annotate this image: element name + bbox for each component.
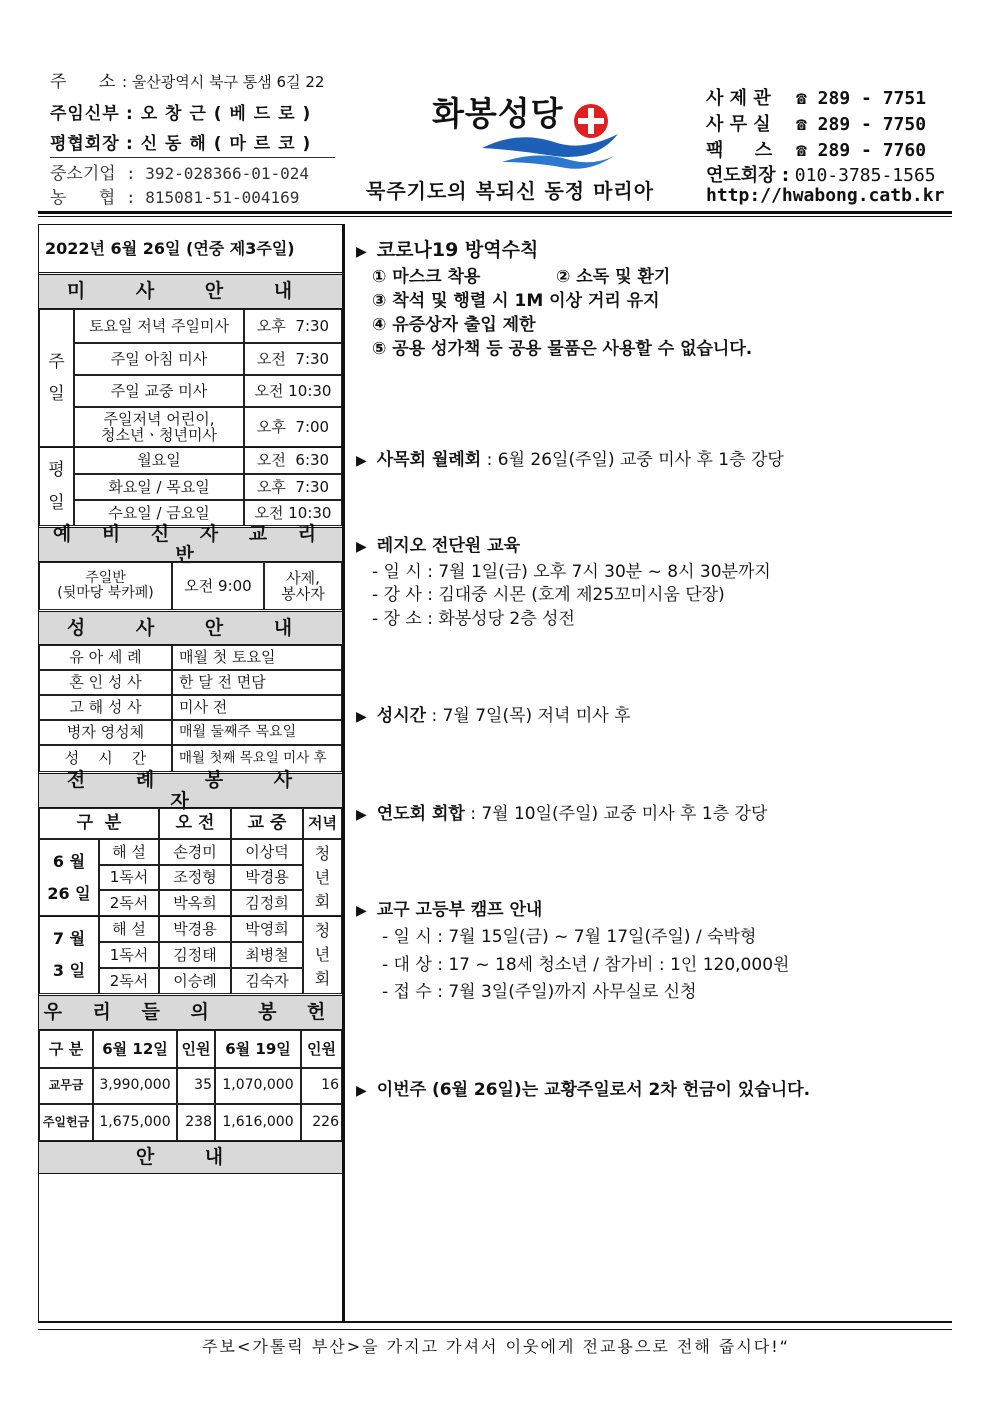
- mass-name: 토요일 저녁 주일미사: [74, 309, 244, 343]
- youth-contact-row: 연도회장 : 010-3785-1565: [706, 165, 936, 186]
- liturgy-role: 해 설: [99, 916, 159, 942]
- offering-amount: 1,675,000: [93, 1104, 177, 1141]
- liturgy-header: 오 전: [159, 808, 231, 839]
- covid-heading: ▶ 코로나19 방역수칙: [356, 239, 539, 261]
- sacrament-section-title: 성 사 안 내: [39, 611, 342, 645]
- catechumen-section-title: 예 비 신 자 교 리 반: [39, 527, 342, 562]
- sacrament-when: 매월 첫 토요일: [172, 645, 342, 670]
- catechumen-time: 오전 9:00: [172, 562, 264, 610]
- header-divider: [50, 157, 335, 158]
- offering-count: 238: [177, 1104, 215, 1141]
- offering-section-title: 우 리 들 의 봉 헌: [39, 995, 342, 1030]
- church-name: 화봉성당: [432, 94, 564, 133]
- covid-item: ① 마스크 착용: [372, 267, 481, 287]
- camp-item: - 일 시 : 7월 15일(금) ~ 7월 17일(주일) / 숙박형: [382, 927, 757, 947]
- triangle-bullet-icon: ▶: [356, 453, 367, 469]
- sacrament-when: 미사 전: [172, 695, 342, 720]
- sacrament-when: 매월 첫째 목요일 미사 후: [172, 745, 342, 772]
- holy-hour: ▶ 성시간 : 7월 7일(목) 저녁 미사 후: [356, 706, 631, 726]
- liturgy-section-title: 전 례 봉 사 자: [39, 773, 342, 808]
- liturgy-header: 교 중: [231, 808, 303, 839]
- sacrament-name: 병자 영성체: [39, 720, 172, 745]
- council-row: 평협회장 : 신 동 해 ( 마 르 코 ): [50, 134, 312, 154]
- pastor-row: 주임신부 : 오 창 근 ( 베 드 로 ): [50, 104, 312, 124]
- covid-item: ② 소독 및 환기: [556, 267, 671, 287]
- offering-name: 교무금: [39, 1068, 93, 1104]
- offering-count: 226: [301, 1104, 342, 1141]
- covid-item: ④ 유증상자 출입 제한: [372, 315, 536, 335]
- elders-meeting: ▶ 연도회 회합 : 7월 10일(주일) 교중 미사 후 1층 강당: [356, 804, 768, 824]
- date-line: 2022년 6월 26일 (연중 제3주일): [39, 225, 342, 273]
- pastoral-meeting: ▶ 사목회 월례회 : 6월 26일(주일) 교중 미사 후 1층 강당: [356, 450, 784, 470]
- mass-time: 오전 10:30: [244, 375, 342, 407]
- offering-amount: 1,616,000: [215, 1104, 301, 1141]
- triangle-bullet-icon: ▶: [356, 539, 367, 555]
- column-divider: [343, 224, 345, 1322]
- contact-row: 팩 스 ☎ 289 - 7760: [706, 140, 927, 161]
- triangle-bullet-icon: ▶: [356, 709, 367, 725]
- church-motto: 묵주기도의 복되신 동정 마리아: [366, 179, 655, 203]
- mass-time: 오전 7:30: [244, 343, 342, 375]
- weekday-label: 평 일: [39, 447, 74, 526]
- mass-section-title: 미 사 안 내: [39, 274, 342, 309]
- address-row: 주 소 : 울산광역시 북구 통샘 6길 22: [50, 72, 325, 92]
- liturgy-header: 구 분: [39, 808, 159, 839]
- contact-row: 사 제 관 ☎ 289 - 7751: [706, 88, 927, 109]
- liturgy-main: 이상덕: [231, 839, 303, 865]
- sunday-label: 주 일: [39, 309, 74, 447]
- notice-section-title: 안 내: [39, 1141, 342, 1174]
- offering-amount: 3,990,000: [93, 1068, 177, 1104]
- triangle-bullet-icon: ▶: [356, 1083, 367, 1099]
- footer-text: 주보<가톨릭 부산>을 가지고 가셔서 이웃에게 전교용으로 전해 줍시다!“: [202, 1337, 790, 1356]
- offering-header: 구 분: [39, 1030, 93, 1068]
- bank1-row: 중소기업 : 392-028366-01-024: [50, 164, 310, 184]
- pope-sunday-notice: ▶ 이번주 (6월 26일)는 교황주일로서 2차 헌금이 있습니다.: [356, 1080, 811, 1100]
- sacrament-name: 고 해 성 사: [39, 695, 172, 720]
- liturgy-am: 이승례: [159, 968, 231, 994]
- triangle-bullet-icon: ▶: [356, 903, 367, 919]
- liturgy-role: 2독서: [99, 968, 159, 994]
- sacrament-when: 매월 둘째주 목요일: [172, 720, 342, 745]
- liturgy-role: 해 설: [99, 839, 159, 865]
- mass-name: 주일저녁 어린이, 청소년ㆍ청년미사: [74, 407, 244, 447]
- mass-name: 주일 교중 미사: [74, 375, 244, 407]
- footer-rule-thin: [38, 1329, 952, 1330]
- legio-item: - 강 사 : 김대중 시몬 (호계 제25꼬미시움 단장): [372, 585, 725, 605]
- liturgy-role: 1독서: [99, 942, 159, 968]
- sacrament-when: 한 달 전 면담: [172, 670, 342, 695]
- sacrament-name: 성 시 간: [39, 745, 172, 772]
- offering-amount: 1,070,000: [215, 1068, 301, 1104]
- sacrament-name: 혼 인 성 사: [39, 670, 172, 695]
- mass-time: 오후 7:30: [244, 309, 342, 343]
- liturgy-evening: 청 년 회: [303, 839, 342, 916]
- mass-time: 오후 7:30: [244, 474, 342, 500]
- offering-header: 6월 19일: [215, 1030, 301, 1068]
- church-logo-icon: [478, 100, 623, 172]
- liturgy-am: 김정태: [159, 942, 231, 968]
- liturgy-main: 김정희: [231, 890, 303, 916]
- catechumen-teacher: 사제, 봉사자: [264, 562, 342, 610]
- footer-rule: [38, 1321, 952, 1323]
- contact-row: 사 무 실 ☎ 289 - 7750: [706, 114, 927, 135]
- mass-name: 수요일 / 금요일: [74, 500, 244, 526]
- bank2-row: 농 협 : 815081-51-004169: [50, 188, 300, 208]
- camp-item: - 접 수 : 7월 3일(주일)까지 사무실로 신청: [382, 982, 697, 1002]
- liturgy-main: 최병철: [231, 942, 303, 968]
- camp-heading: ▶ 교구 고등부 캠프 안내: [356, 900, 543, 920]
- mass-name: 화요일 / 목요일: [74, 474, 244, 500]
- legio-item: - 장 소 : 화봉성당 2층 성전: [372, 609, 575, 629]
- liturgy-am: 손경미: [159, 839, 231, 865]
- liturgy-main: 박영희: [231, 916, 303, 942]
- offering-header: 인원: [301, 1030, 342, 1068]
- header-rule-thin: [38, 216, 952, 217]
- liturgy-role: 1독서: [99, 865, 159, 890]
- triangle-bullet-icon: ▶: [356, 244, 367, 260]
- liturgy-main: 박경용: [231, 865, 303, 890]
- mass-name: 월요일: [74, 447, 244, 474]
- sacrament-name: 유 아 세 례: [39, 645, 172, 670]
- covid-item: ⑤ 공용 성가책 등 공용 물품은 사용할 수 없습니다.: [372, 339, 753, 359]
- legio-heading: ▶ 레지오 전단원 교육: [356, 536, 520, 556]
- liturgy-date: 6 월 26 일: [39, 839, 99, 916]
- offering-count: 35: [177, 1068, 215, 1104]
- offering-header: 6월 12일: [93, 1030, 177, 1068]
- offering-count: 16: [301, 1068, 342, 1104]
- legio-item: - 일 시 : 7월 1일(금) 오후 7시 30분 ~ 8시 30분까지: [372, 562, 771, 582]
- triangle-bullet-icon: ▶: [356, 807, 367, 823]
- liturgy-am: 박옥희: [159, 890, 231, 916]
- liturgy-date: 7 월 3 일: [39, 916, 99, 994]
- mass-time: 오후 7:00: [244, 407, 342, 447]
- offering-name: 주일헌금: [39, 1104, 93, 1141]
- covid-item: ③ 착석 및 행렬 시 1M 이상 거리 유지: [372, 291, 660, 311]
- header-rule: [38, 211, 952, 214]
- mass-time: 오전 10:30: [244, 500, 342, 526]
- website[interactable]: http://hwabong.catb.kr: [706, 185, 945, 206]
- liturgy-am: 조정형: [159, 865, 231, 890]
- liturgy-am: 박경용: [159, 916, 231, 942]
- mass-time: 오전 6:30: [244, 447, 342, 474]
- liturgy-header: 저녁: [303, 808, 342, 839]
- liturgy-evening: 청 년 회: [303, 916, 342, 994]
- mass-name: 주일 아침 미사: [74, 343, 244, 375]
- camp-item: - 대 상 : 17 ~ 18세 청소년 / 참가비 : 1인 120,000원: [382, 955, 790, 975]
- offering-header: 인원: [177, 1030, 215, 1068]
- liturgy-role: 2독서: [99, 890, 159, 916]
- liturgy-main: 김숙자: [231, 968, 303, 994]
- catechumen-class: 주일반 (뒷마당 북카페): [39, 562, 172, 610]
